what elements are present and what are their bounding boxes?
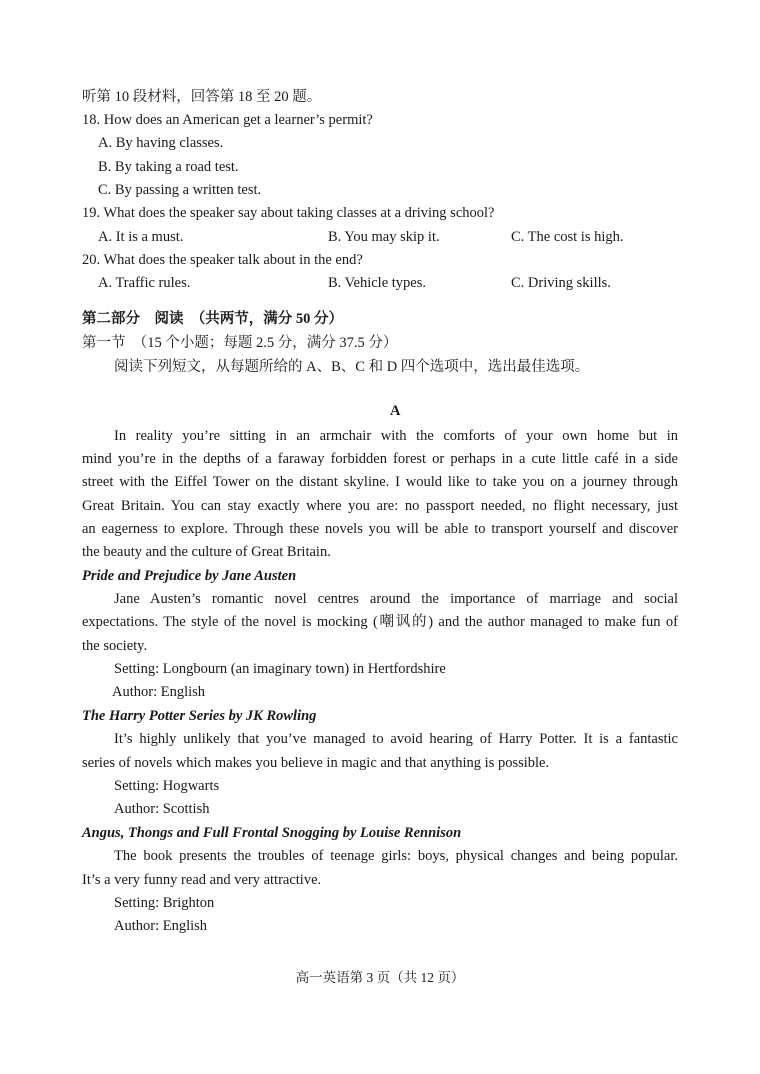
question-19-option-c: C. The cost is high. <box>511 229 624 245</box>
question-19-stem: 19. What does the speaker say about taking classes at a driving school? <box>82 205 495 221</box>
book-author: Author: English <box>112 684 206 700</box>
question-20-stem: 20. What does the speaker talk about in the end? <box>82 252 363 268</box>
book-description-line: It’s highly unlikely that you’ve managed to avoid hearing of Harry Potter. It is a fantastic <box>114 731 678 747</box>
question-19-option-a: A. It is a must. <box>98 229 184 245</box>
book-title: Pride and Prejudice by Jane Austen <box>82 568 297 584</box>
question-20-option-c: C. Driving skills. <box>511 275 611 291</box>
passage-intro-line: In reality you’re sitting in an armchair with the comforts of your own home but in <box>114 428 678 444</box>
book-author: Author: Scottish <box>114 801 210 817</box>
book-description-line: Jane Austen’s romantic novel centres around the importance of marriage and social <box>114 591 678 607</box>
passage-intro-line: mind you’re in the depths of a faraway forbidden forest or perhaps in a cute little café in a side <box>82 451 678 467</box>
passage-intro-line: Great Britain. You can stay exactly where you are: no passport needed, no flight necessary, just <box>82 498 678 514</box>
book-description-line: series of novels which makes you believe in magic and that anything is possible. <box>82 755 550 771</box>
question-20-option-b: B. Vehicle types. <box>328 275 426 291</box>
passage-intro-line: the beauty and the culture of Great Britain. <box>82 544 331 560</box>
book-title: Angus, Thongs and Full Frontal Snogging by Louise Rennison <box>82 825 462 841</box>
passage-intro-line: an eagerness to explore. Through these novels you will be able to transport yourself and discover <box>82 521 678 537</box>
section-intro: 听第 10 段材料，回答第 18 至 20 题。 <box>82 89 322 105</box>
part2-instruction: 阅读下列短文，从每题所给的 A、B、C 和 D 四个选项中，选出最佳选项。 <box>114 359 590 375</box>
question-18-option-b: B. By taking a road test. <box>98 159 239 175</box>
part2-section1: 第一节 （15 个小题；每题 2.5 分，满分 37.5 分） <box>82 335 398 351</box>
book-setting: Setting: Longbourn (an imaginary town) in Hertfordshire <box>114 661 446 677</box>
part2-heading: 第二部分 阅读 （共两节，满分 50 分） <box>82 311 343 327</box>
book-setting: Setting: Hogwarts <box>114 778 220 794</box>
passage-intro-line: street with the Eiffel Tower on the distant skyline. I would like to take you on a journey through <box>82 474 678 490</box>
question-19-option-b: B. You may skip it. <box>328 229 440 245</box>
question-18-option-a: A. By having classes. <box>98 135 224 151</box>
book-description-line: It’s a very funny read and very attractive. <box>82 872 322 888</box>
passage-letter: A <box>390 403 401 419</box>
question-18-stem: 18. How does an American get a learner’s permit? <box>82 112 373 128</box>
book-description-line: expectations. The style of the novel is mocking (嘲讽的) and the author managed to make fun of <box>82 614 678 630</box>
book-description-line: The book presents the troubles of teenage girls: boys, physical changes and being popular. <box>114 848 678 864</box>
book-title: The Harry Potter Series by JK Rowling <box>82 708 317 724</box>
page-footer: 高一英语第 3 页（共 12 页） <box>295 970 465 985</box>
question-20-option-a: A. Traffic rules. <box>98 275 191 291</box>
question-18-option-c: C. By passing a written test. <box>98 182 262 198</box>
book-author: Author: English <box>114 918 208 934</box>
book-setting: Setting: Brighton <box>114 895 215 911</box>
book-description-line: the society. <box>82 638 148 654</box>
